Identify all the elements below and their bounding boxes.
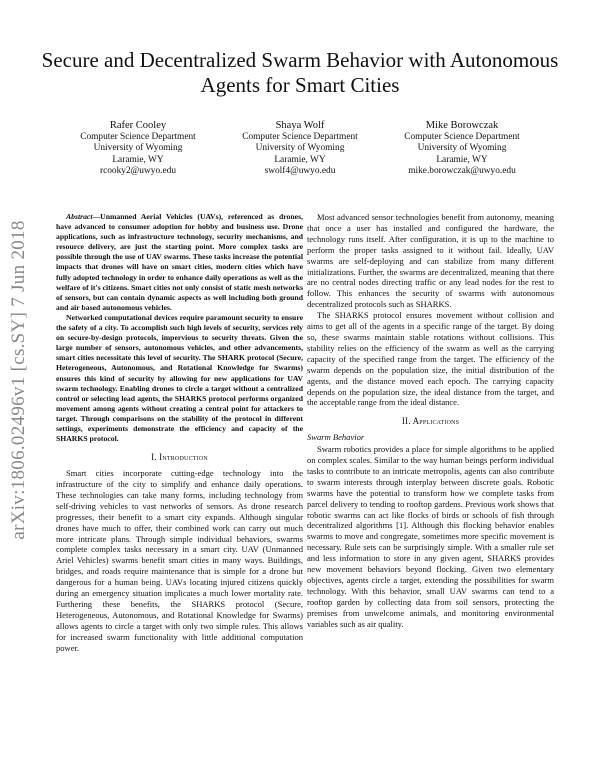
abstract-label: Abstract [66,212,93,221]
intro-paragraph-2: Most advanced sensor technologies benefit from autonomy, meaning that once a user has installed and configured the hardware, the technology runs itself. After configuration, it is up to the machine to perform the proper tasks assigned to it without fail. Ideally, UAV swarms are self-deploying and can stabilize from many different initializations. Further, the swarms are decentralized, meaning that there are no central nodes directing traffic or any lead nodes for the rest to follow. This enhances the security of swarms with autonomous decentralized protocols such as SHARKS. [307,212,554,310]
section-heading-introduction: I. Introduction [151,452,208,463]
author-dept: Computer Science Department [80,132,196,142]
intro-paragraph-1: Smart cities incorporate cutting-edge technology into the infrastructure of the city to simplify and enhance daily operations. These technologies can take many forms, including technology from self-driving vehicles to vast networks of sensors. As drone research progresses, their benefit to a smart city expands. Although singular drones have much to offer, their combined work can carry out much more intricate plans. Through simple individual behaviors, swarms complete complex tasks necessary in a smart city. UAV (Unmanned Ariel Vehicles) swarms benefit smart cities in many ways. Buildings, bridges, and roads require maintenance that is simple for a drone but dangerous for a human being. UAVs locating injured citizens quickly during an emergency situation implicates a much lower mortality rate. Furthering these benefits, the SHARKS protocol (Secure, Heterogeneous, Autonomous, and Rotational Knowledge for Swarms) allows agents to circle a target with only two simple rules. This allows for increased swarm functionality with little additional computation power. [56,468,303,653]
abstract-text-1: —Unmanned Aerial Vehicles (UAVs), referenced as drones, have advanced to consumer adoption for hobby and business use. Drone applications, such as infrastructure technology, security mechanisms, and resource delivery, are just the starting point. More complex tasks are possible through the use of UAV swarms. These tasks increase the potential impacts that drones will have on smart cities, modern cities which have fully adopted technology in order to enhance daily operations as well as the welfare of it's citizens. Smart cities not only consist of static mesh networks of sensors, but can contain dynamic aspects as well including both ground and air based autonomous vehicles. [56,212,303,312]
author-block [58,119,542,178]
author-univ: University of Wyoming [417,143,507,154]
author-email[interactable]: mike.borowczak@uwyo.edu [408,166,516,177]
author-city: Laramie, WY [112,154,164,165]
author-email[interactable]: rcooky2@uwyo.edu [99,166,177,177]
author-name: Rafer Cooley [109,120,167,131]
right-column [307,212,554,630]
subsection-heading-swarm-behavior: Swarm Behavior [307,432,365,443]
abstract-paragraph-1 [56,212,303,313]
swarm-paragraph-1: Swarm robotics provides a place for simple algorithms to be applied on complex scales. Similar to the way human beings perform individual tasks to contribute to an intricate metropolis, agents can also contribute to swarm interests through interplay between discrete goals. Robotic swarms have the potential to transform how we complete tasks from parcel delivery to tending to rooftop gardens. Previous work shows that robotic swarms can act like flocks of birds or schools of fish through decentralized algorithms [1]. Although this flocking behavior enables swarms to move and congregate, sometimes more specific movement is necessary. Rule sets can be surprisingly simple. With a smaller rule set and less information to store in any given agent, SHARKS provides new movement behaviors beyond flocking. Given two elementary objectives, agents circle a target, extending the possibilities for swarm technology. With this behavior, small UAV swarms can tend to a rooftop garden by collecting data from soil sensors, protecting the premises from unwelcome animals, and monitoring environmental variables such as air quality. [307,444,554,629]
abstract-paragraph-2: Networked computational devices require paramount security to ensure the safety of a city. To accomplish such high levels of security, services rely on secure-by-design protocols, impervious to security threats. Given the large number of sensors, autonomous vehicles, and other advancements, smart cities necessitate this level of security. The SHARK protocol (Secure, Heterogeneous, Autonomous, and Rotational Knowledge for Swarms) ensures this kind of security by allowing for new applications for UAV swarm technology. Enabling drones to circle a target without a centralized control or selecting lead agents, the SHARKS protocol performs organized movement among agents without creating a central point for attackers to target. Through comparisons on the stability of the protocol in different settings, experiments demonstrate the efficiency and capacity of the SHARKS protocol. [56,312,303,444]
author-email[interactable]: swolf4@uwyo.edu [264,166,336,177]
author-univ: University of Wyoming [93,143,183,154]
paper-title: Secure and Decentralized Swarm Behavior with Autonomous Agents for Smart Cities [41,48,559,97]
author-city: Laramie, WY [436,154,488,165]
left-column [56,212,303,653]
abstract [56,212,303,444]
author-1 [58,119,218,178]
author-3 [382,119,542,178]
author-dept: Computer Science Department [242,132,358,142]
author-2 [220,119,380,178]
author-city: Laramie, WY [274,154,326,165]
author-name: Shaya Wolf [275,120,325,131]
author-dept: Computer Science Department [404,132,520,142]
arxiv-stamp-text: arXiv:1806.02496v1 [cs.SY] 7 Jun 2018 [8,220,29,540]
author-univ: University of Wyoming [255,143,345,154]
arxiv-stamp [4,200,34,560]
section-heading-applications: II. Applications [401,416,460,427]
author-name: Mike Borowczak [425,120,499,131]
intro-paragraph-3: The SHARKS protocol ensures movement without collision and aims to get all of the agents in a specific range of the target. By doing so, these swarms maintain stable rotations without collisions. This stability relies on the efficiency of the swarm as well as the carrying capacity of the specified range from the target. The efficiency of the swarm depends on the population size, the initial distribution of the agents, and the distance moved each epoch. The carrying capacity depends on the population size, the ideal distance from the target, and the acceptable range from the ideal distance. [307,310,554,408]
